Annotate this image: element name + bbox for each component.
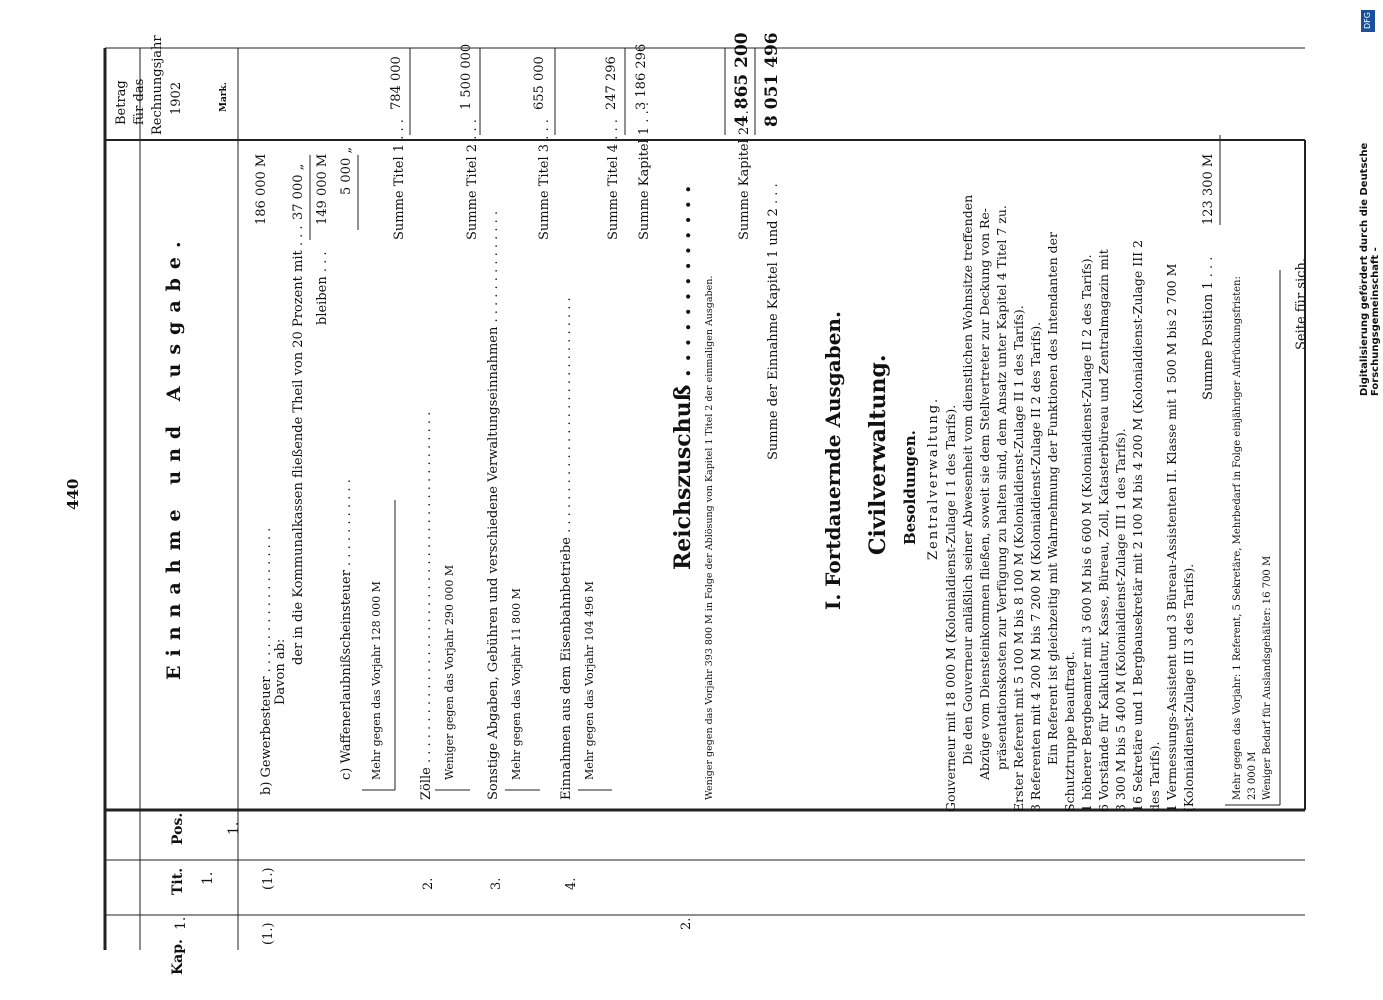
tit-1-parens: (1.) (261, 867, 276, 890)
summe-einnahme: Summe der Einnahme Kapitel 1 und 2 . . . (766, 183, 781, 460)
summe-position-1-amount: 123 300 M (1201, 153, 1216, 225)
gewerbesteuer-label: b) Gewerbesteuer . . . . . . . . . . . . . . . . . . (259, 527, 274, 795)
summe-titel-4: Summe Titel 4 . . . (606, 119, 621, 240)
header-pos: Pos. (170, 812, 186, 845)
summe-titel-3-amount: 655 000 (532, 56, 547, 110)
kap-2: 2. (679, 917, 694, 930)
body-line-3: Abzüge vom Diensteinkommen fließen, soweit sie dem Stellvertreter zur Deckung von Re- (977, 207, 992, 780)
civilverwaltung-heading: Civilverwaltung. (865, 354, 891, 555)
body-line-13: des Tarifs). (1147, 741, 1162, 812)
summe-titel-1: Summe Titel 1 . . . (392, 119, 407, 240)
bleiben-label: bleiben . . . (315, 251, 330, 325)
body-line-6: 3 Referenten mit 4 200 M bis 7 200 M (Kolonialdienst-Zulage II 2 des Tarifs). (1028, 321, 1043, 812)
body-line-15: (Kolonialdienst-Zulage III 3 des Tarifs). (1181, 563, 1196, 812)
pos-1: 1. (226, 821, 242, 835)
mehr-note-3: Mehr gegen das Vorjahr 11 800 M (510, 588, 523, 780)
header-tit: Tit. (170, 867, 186, 895)
zoelle-label: Zölle . . . . . . . . . . . . . . . . . . . . . . . . . . . . . . . . . . . . . . . . . . . (419, 411, 434, 800)
digitization-text: Digitalisierung gefördert durch die Deutsche Forschungsgemeinschaft - (1359, 142, 1381, 396)
tit-4: 4. (564, 877, 579, 890)
header-betrag-1: Betrag (114, 80, 129, 125)
summe-titel-2: Summe Titel 2 . . . (465, 119, 480, 240)
gewerbe-amount: 186 000 M (254, 153, 269, 225)
body-line-14: 1 Vermessungs-Assistent und 3 Büreau-Assistenten II. Klasse mit 1 500 M bis 2 700 M (1164, 263, 1179, 812)
besoldungen-heading: Besoldungen. (901, 430, 919, 545)
kommunal-label: der in die Kommunalkassen fließende Theil von 20 Prozent mit . . . (291, 225, 306, 665)
body-line-5: Erster Referent mit 5 100 M bis 8 100 M (Kolonialdienst-Zulage II 1 des Tarifs). (1011, 305, 1026, 812)
header-mark: Mark. (219, 82, 229, 112)
summe-titel-2-amount: 1 500 000 (459, 43, 474, 110)
summe-einnahme-amount: 8 051 496 (762, 32, 782, 127)
mehr-pos-note: Mehr gegen das Vorjahr: 1 Referent, 5 Sekretäre, Mehrbedarf in Folge einjähriger Aufrückungsfristen: (1232, 276, 1243, 800)
header-betrag-3: Rechnungsjahr (150, 35, 165, 135)
weniger-note-k2: Weniger gegen das Vorjahr 393 800 M in Folge der Ablösung von Kapitel 1 Titel 2 der einmaligen Ausgaben. (704, 275, 715, 800)
waffen-label: c) Waffenerlaubnißscheinsteuer . . . . . . . . . . . (339, 479, 354, 780)
mehr-note-1: Mehr gegen das Vorjahr 128 000 M (370, 581, 383, 780)
body-line-10: 6 Vorstände für Kalkulatur, Kasse, Büreau, Zoll, Katasterbüreau und Zentralmagazin mit (1096, 249, 1111, 812)
fortdauernde-heading: I. Fortdauernde Ausgaben. (821, 311, 845, 610)
reichszuschuss-label: Reichszuschuß . . . . . . . . . . . . . (670, 185, 696, 570)
weniger-note-2: Weniger gegen das Vorjahr 290 000 M (443, 564, 456, 780)
mehr-note-4: Mehr gegen das Vorjahr 104 496 M (583, 581, 596, 780)
summe-titel-1-amount: 784 000 (389, 56, 404, 110)
kommunal-amount: 37 000 „ (291, 163, 306, 220)
page-title: Einnahme und Ausgabe. (163, 232, 185, 680)
summe-titel-4-amount: 247 296 (604, 56, 619, 110)
body-line-11: 3 300 M bis 5 400 M (Kolonialdienst-Zulage III 1 des Tarifs). (1113, 428, 1128, 812)
dfg-logo: DFG (1361, 10, 1375, 32)
davon-label: Davon ab: (273, 638, 288, 705)
waffen-amount: 5 000 „ (339, 146, 354, 195)
weniger-pos-note: Weniger Bedarf für Auslandsgehälter: 16 700 M (1262, 555, 1273, 800)
seite-fuer-sich: Seite für sich. (1294, 258, 1309, 350)
summe-kapitel-1-amount: 3 186 296 (634, 43, 649, 110)
header-betrag-2: für das (132, 78, 147, 125)
body-line-1: Gouverneur mit 18 000 M (Kolonialdienst-Zulage I 1 des Tarifs). (943, 404, 958, 812)
mehr-pos-amount: 23 000 M (1247, 751, 1258, 800)
header-betrag-4: 1902 (169, 81, 184, 115)
page-number: 440 (64, 478, 82, 510)
tit-3: 3. (489, 877, 504, 890)
tit-2: 2. (421, 877, 436, 890)
body-line-2: Die den Gouverneur anläßlich seiner Abwesenheit vom dienstlichen Wohnsitze treffenden (960, 194, 975, 765)
summe-kapitel-1: Summe Kapitel 1 . . . (637, 102, 652, 240)
eisenbahn-label: Einnahmen aus dem Eisenbahnbetriebe . . . . . . . . . . . . . . . . . . . . . . . . . . . . . (559, 297, 574, 800)
bleiben-amount: 149 000 M (315, 153, 330, 225)
body-line-8: Schutztruppe beauftragt. (1062, 651, 1077, 812)
summe-kapitel-2: Summe Kapitel 2 . . . (737, 102, 752, 240)
summe-position-1: Summe Position 1 . . . (1201, 256, 1216, 400)
body-line-7: Ein Referent ist gleichzeitig mit Wahrnehmung der Funktionen des Intendanten der (1045, 231, 1060, 765)
zentral-heading: Zentralverwaltung. (926, 396, 941, 560)
body-line-4: präsentationskosten zur Verfügung zu halten sind, dem Ansatz unter Kapitel 4 Titel 7 zu. (994, 205, 1009, 770)
summe-titel-3: Summe Titel 3 . . . (537, 119, 552, 240)
body-line-12: 16 Sekretäre und 1 Bergbausekretär mit 2 100 M bis 4 200 M (Kolonialdienst-Zulage III 2 (1130, 240, 1145, 812)
summe-kapitel-2-amount: 4 865 200 (732, 32, 752, 127)
header-kap: Kap. (170, 939, 186, 975)
kap-1-parens: (1.) (261, 922, 276, 945)
tit-1b: 1. (200, 871, 216, 885)
kap-1b: 1. (173, 916, 189, 930)
body-line-9: 1 höherer Bergbeamter mit 3 600 M bis 6 600 M (Kolonialdienst-Zulage II 2 des Tarifs). (1079, 254, 1094, 812)
digitization-note (1353, 0, 1383, 1000)
sonstige-label: Sonstige Abgaben, Gebühren und verschiedene Verwaltungseinnahmen . . . . . . . . . . . . . . (486, 210, 501, 800)
